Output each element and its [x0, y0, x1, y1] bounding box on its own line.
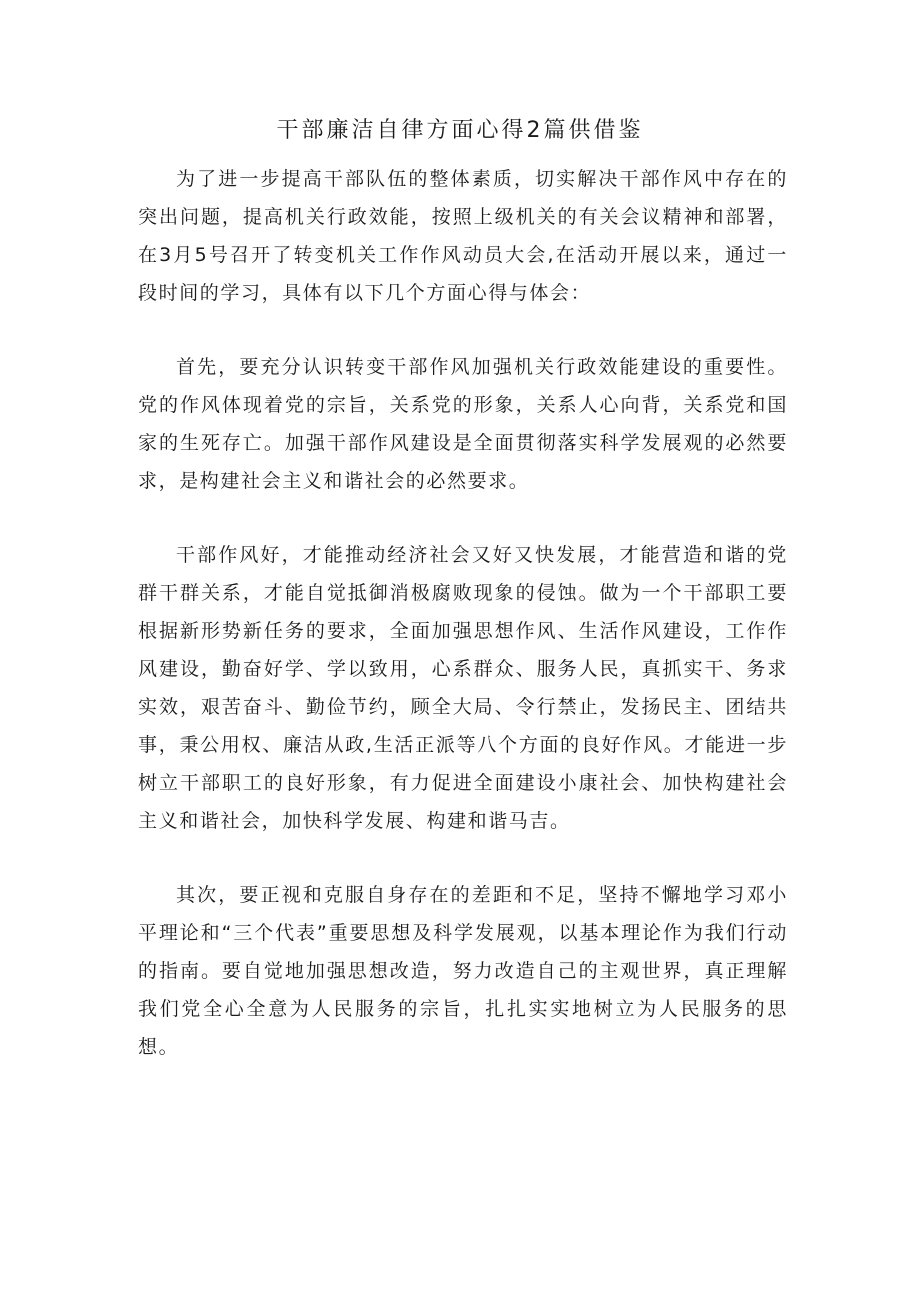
page-title: 干部廉洁自律方面心得2篇供借鉴 [276, 118, 644, 143]
paragraph-intro: 为了进一步提高干部队伍的整体素质，切实解决干部作风中存在的突出问题，提高机关行政效能，按照上级机关的有关会议精神和部署，在3月5号召开了转变机关工作作风动员大会,在活动开展以来，通过一段时间的学习，具体有以下几个方面心得与体会： [138, 168, 788, 304]
paragraph-second-point: 其次，要正视和克服自身存在的差距和不足，坚持不懈地学习邓小平理论和“三个代表”重要思想及科学发展观，以基本理论作为我们行动的指南。要自觉地加强思想改造，努力改造自己的主观世界，真正理解我们党全心全意为人民服务的宗旨，扎扎实实地树立为人民服务的思想。 [138, 884, 788, 1058]
paragraph-first-point: 首先，要充分认识转变干部作风加强机关行政效能建设的重要性。党的作风体现着党的宗旨，关系党的形象，关系人心向背，关系党和国家的生死存亡。加强干部作风建设是全面贯彻落实科学发展观的必然要求，是构建社会主义和谐社会的必然要求。 [138, 356, 788, 492]
paragraph-cadre-style: 干部作风好，才能推动经济社会又好又快发展，才能营造和谐的党群干群关系，才能自觉抵御消极腐败现象的侵蚀。做为一个干部职工要根据新形势新任务的要求，全面加强思想作风、生活作风建设，工作作风建设，勤奋好学、学以致用，心系群众、服务人民，真抓实干、务求实效，艰苦奋斗、勤俭节约，顾全大局、令行禁止，发扬民主、团结共事，秉公用权、廉洁从政,生活正派等八个方面的良好作风。才能进一步树立干部职工的良好形象，有力促进全面建设小康社会、加快构建社会主义和谐社会，加快科学发展、构建和谐马吉。 [138, 544, 788, 832]
document-body [138, 160, 788, 1102]
